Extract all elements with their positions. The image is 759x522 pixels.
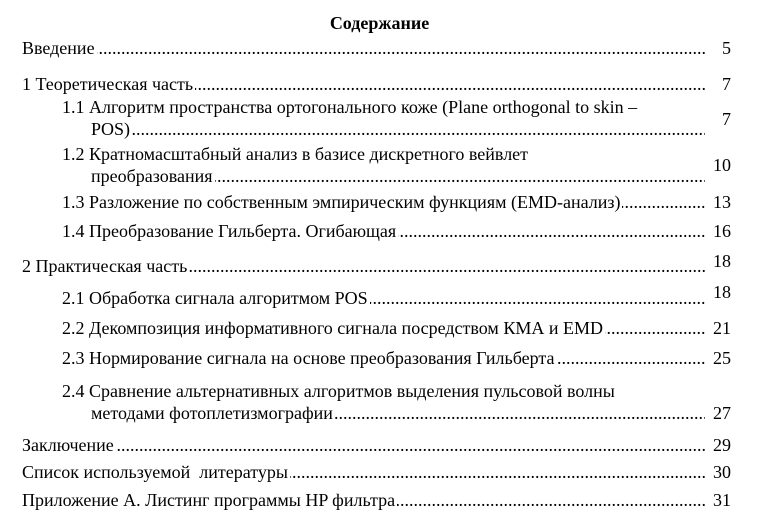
toc-entry-1-4 [62, 220, 705, 242]
toc-page-number: 30 [713, 462, 731, 482]
toc-entry-title-line-2: преобразования [91, 166, 213, 186]
toc-page-number: 31 [713, 490, 731, 510]
toc-page-number: 21 [713, 318, 731, 338]
toc-entry-chapter-2 [22, 255, 705, 277]
toc-entry-2-1 [62, 287, 705, 309]
toc-entry-1-3 [62, 191, 705, 213]
toc-entry-2-4 [62, 380, 705, 424]
toc-page-number: 18 [713, 251, 731, 271]
toc-page-number: 27 [713, 403, 731, 423]
toc-entry-title: Приложение А. Листинг программы HP фильтра [22, 490, 396, 510]
toc-entry-1-2 [62, 143, 705, 187]
toc-entry-title-line-1: 1.1 Алгоритм пространства ортогонального коже (Plane orthogonal to skin – [62, 97, 638, 117]
toc-entry-appendix-a [22, 489, 705, 511]
toc-page-number: 16 [713, 221, 731, 241]
toc-entry-title-line-1: 2.4 Сравнение альтернативных алгоритмов выделения пульсовой волны [62, 381, 615, 401]
toc-entry-title: Список используемой литературы [22, 462, 288, 482]
toc-entry-title: 1.3 Разложение по собственным эмпирическим функциям (EMD-анализ) [62, 192, 621, 212]
toc-entry-introduction [22, 37, 705, 59]
toc-entry-2-2 [62, 317, 705, 339]
toc-entry-title-line-2: методами фотоплетизмографии [91, 403, 333, 423]
toc-entry-title: Введение [22, 38, 95, 58]
toc-page-number: 7 [722, 109, 731, 129]
toc-entry-title: 2 Практическая часть [22, 256, 188, 276]
toc-entry-conclusion [22, 434, 705, 456]
toc-entry-title-line-1: 1.2 Кратномасштабный анализ в базисе дискретного вейвлет [62, 144, 529, 164]
toc-page-number: 18 [713, 282, 731, 302]
toc-entry-title: Заключение [22, 435, 114, 455]
toc-page-number: 7 [722, 74, 731, 94]
toc-entry-title: 2.2 Декомпозиция информативного сигнала посредством КМА и EMD [62, 318, 603, 338]
toc-entry-title: 1.4 Преобразование Гильберта. Огибающая [62, 221, 397, 241]
toc-entry-title: 2.1 Обработка сигнала алгоритмом POS [62, 288, 368, 308]
toc-page-number: 10 [713, 155, 731, 175]
page-title: Содержание [329, 13, 430, 33]
toc-entry-title: 1 Теоретическая часть [22, 74, 194, 94]
toc-page-number: 25 [713, 348, 731, 368]
toc-page-number: 29 [713, 435, 731, 455]
toc-entry-chapter-1 [22, 73, 705, 95]
toc-entry-1-1 [62, 96, 705, 140]
toc-page-number: 5 [722, 38, 731, 58]
toc-entry-2-3 [62, 347, 705, 369]
toc-entry-title-line-2: POS) [91, 119, 131, 139]
toc-page-number: 13 [713, 192, 731, 212]
toc-entry-references [22, 461, 705, 483]
toc-entry-title: 2.3 Нормирование сигнала на основе преобразования Гильберта [62, 348, 555, 368]
